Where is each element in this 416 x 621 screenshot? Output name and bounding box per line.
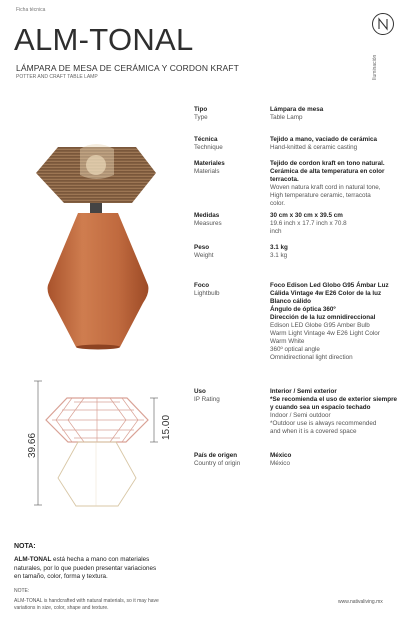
spec-value-en: Hand-knitted & ceramic casting	[270, 144, 358, 151]
spec-value-en: Omnidirectional light direction	[270, 354, 353, 361]
spec-label-en: Country of origin	[194, 460, 241, 467]
spec-value-en: Woven natura kraft cord in natural tone,	[270, 184, 381, 191]
spec-value-es: 30 cm x 30 cm x 39.5 cm	[270, 212, 343, 219]
spec-row-lightbulb	[194, 282, 406, 388]
dimension-height-total: 39.66	[27, 432, 38, 458]
spec-row-ip-rating	[194, 388, 406, 452]
note-product-name: ALM-TONAL	[14, 556, 52, 563]
spec-label-es: Tipo	[194, 106, 208, 113]
spec-value-es: terracota.	[270, 176, 299, 183]
spec-label-es: Foco	[194, 282, 210, 289]
spec-value-es: Blanco cálido	[270, 298, 311, 305]
spec-value-en: Table Lamp	[270, 114, 303, 121]
spec-value-es: Tejido a mano, vaciado de cerámica	[270, 136, 377, 143]
product-title: ALM-TONAL	[14, 22, 194, 57]
spec-label-en: Type	[194, 114, 208, 121]
spec-value-en: High temperature ceramic, terracota	[270, 192, 371, 199]
spec-value-es: Dirección de la luz omnidireccional	[270, 314, 376, 321]
spec-value-es: Lámpara de mesa	[270, 106, 324, 113]
spec-label-en: Technique	[194, 144, 223, 151]
spec-value-en: 3.1 kg	[270, 252, 288, 259]
spec-value-es: Cerámica de alta temperatura en color	[270, 168, 385, 175]
note-title: NOTA:	[14, 543, 36, 550]
spec-table	[194, 106, 406, 476]
note-body-es: está hecha a mano con materiales naturales, por lo que pueden presentar variaciones en tamaño, color, forma y textura.	[14, 556, 157, 580]
spec-value-es: 3.1 kg	[270, 244, 288, 251]
document-kicker: Ficha técnica	[16, 7, 46, 13]
spec-value-en: Warm Light Vintage 4w E26 Light Color	[270, 330, 380, 337]
spec-value-en: color.	[270, 200, 286, 207]
spec-label-en: Lightbulb	[194, 290, 220, 297]
spec-value-es: Foco Edison Led Globo G95 Ámbar Luz	[270, 282, 389, 289]
spec-value-es: y cuando sea un espacio techado	[270, 404, 371, 411]
spec-value-es: México	[270, 452, 292, 459]
spec-label-es: Materiales	[194, 160, 225, 167]
spec-row-origin	[194, 452, 406, 476]
spec-label-en: IP Rating	[194, 396, 220, 403]
note-label-en: NOTE:	[14, 588, 30, 594]
spec-value-es: *Se recomienda el uso de exterior siempre	[270, 396, 398, 403]
category-tag: Iluminación	[372, 54, 378, 80]
product-subtitle-es: LÁMPARA DE MESA DE CERÁMICA Y CORDON KRAFT	[16, 63, 239, 73]
spec-row-technique	[194, 136, 406, 160]
note-text-en: ALM-TONAL is handcrafted with natural materials, so it may have variations in size, color, shape and texture.	[14, 598, 159, 611]
spec-value-es: Tejido de cordon kraft en tono natural.	[270, 160, 385, 167]
spec-value-es: Interior / Semi exterior	[270, 388, 337, 395]
dimension-shade-height: 15.00	[161, 414, 172, 440]
spec-label-en: Materials	[194, 168, 220, 175]
spec-label-es: País de origen	[194, 452, 238, 459]
spec-value-en: Edison LED Globe G95 Amber Bulb	[270, 322, 370, 329]
spec-value-en: 19.6 inch x 17.7 inch x 70.8	[270, 220, 347, 227]
spec-value-en: 360º optical angle	[270, 346, 320, 353]
spec-value-en: and when it is a covered space	[270, 428, 357, 435]
spec-value-en: México	[270, 460, 290, 467]
spec-label-en: Measures	[194, 220, 222, 227]
product-subtitle-en: POTTER AND CRAFT TABLE LAMP	[16, 74, 98, 80]
spec-label-en: Weight	[194, 252, 214, 259]
spec-label-es: Técnica	[194, 136, 218, 143]
spec-row-weight	[194, 244, 406, 282]
spec-row-materials	[194, 160, 406, 212]
spec-value-en: *Outdoor use is always recommended	[270, 420, 377, 427]
spec-value-es: Ángulo de óptica 360º	[270, 306, 336, 313]
spec-value-en: Indoor / Semi outdoor	[270, 412, 331, 419]
spec-value-es: Cálida Vintage 4w E26 Color de la luz	[270, 290, 382, 297]
note-text-es	[14, 556, 164, 582]
website-url: www.nativaliving.mx	[338, 599, 383, 605]
dimension-drawing	[22, 378, 182, 518]
lamp-illustration	[28, 125, 168, 365]
spec-label-es: Medidas	[194, 212, 220, 219]
spec-value-en: Warm White	[270, 338, 305, 345]
spec-row-type	[194, 106, 406, 136]
brand-logo-icon	[372, 13, 394, 35]
spec-row-measures	[194, 212, 406, 244]
spec-label-es: Peso	[194, 244, 210, 251]
spec-value-en: inch	[270, 228, 282, 235]
spec-label-es: Uso	[194, 388, 206, 395]
